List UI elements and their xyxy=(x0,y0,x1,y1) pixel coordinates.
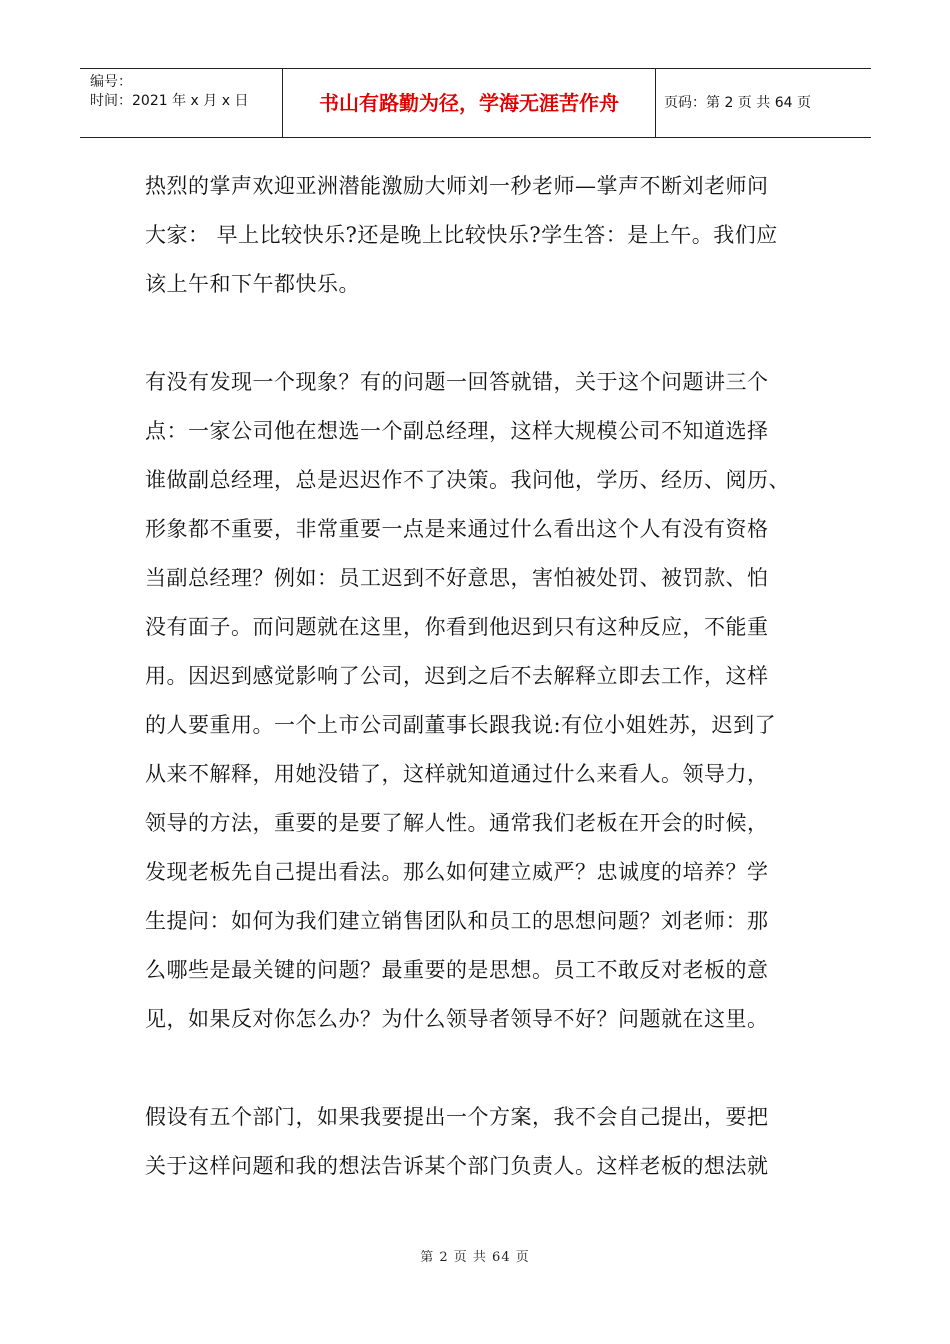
text-line: 么哪些是最关键的问题？最重要的是思想。员工不敢反对老板的意 xyxy=(145,958,769,982)
date-label: 时间：2021 年 x 月 x 日 xyxy=(90,93,249,109)
header-motto: 书山有路勤为径，学海无涯苦作舟 xyxy=(283,69,656,137)
text-line: 形象都不重要，非常重要一点是来通过什么看出这个人有没有资格 xyxy=(145,517,769,541)
paragraph xyxy=(145,162,810,309)
text-line: 没有面子。而问题就在这里，你看到他迟到只有这种反应，不能重 xyxy=(145,615,769,639)
text-line: 发现老板先自己提出看法。那么如何建立威严？忠诚度的培养？学 xyxy=(145,860,769,884)
number-label: 编号： xyxy=(90,74,132,90)
text-line: 用。因迟到感觉影响了公司，迟到之后不去解释立即去工作，这样 xyxy=(145,664,769,688)
page-footer: 第 2 页 共 64 页 xyxy=(420,1250,530,1265)
text-line: 点：一家公司他在想选一个副总经理，这样大规模公司不知道选择 xyxy=(145,419,769,443)
document-body xyxy=(145,162,810,1191)
text-line: 生提问：如何为我们建立销售团队和员工的思想问题？刘老师：那 xyxy=(145,909,769,933)
text-line: 领导的方法，重要的是要了解人性。通常我们老板在开会的时候， xyxy=(145,811,769,835)
text-line: 见，如果反对你怎么办？为什么领导者领导不好？问题就在这里。 xyxy=(145,1007,769,1031)
text-line: 假设有五个部门，如果我要提出一个方案，我不会自己提出，要把 xyxy=(145,1105,769,1129)
text-line: 热烈的掌声欢迎亚洲潜能激励大师刘一秒老师—掌声不断刘老师问 xyxy=(145,174,769,198)
text-line: 关于这样问题和我的想法告诉某个部门负责人。这样老板的想法就 xyxy=(145,1154,769,1178)
header-meta-cell xyxy=(80,69,283,137)
text-line: 该上午和下午都快乐。 xyxy=(145,272,360,296)
text-line: 的人要重用。一个上市公司副董事长跟我说:有位小姐姓苏，迟到了 xyxy=(145,713,777,737)
text-line: 有没有发现一个现象？有的问题一回答就错，关于这个问题讲三个 xyxy=(145,370,769,394)
text-line: 从来不解释，用她没错了，这样就知道通过什么来看人。领导力， xyxy=(145,762,769,786)
paragraph xyxy=(145,1093,810,1191)
header-page-info: 页码：第 2 页 共 64 页 xyxy=(664,95,811,111)
page-header xyxy=(80,68,871,138)
text-line: 当副总经理？例如：员工迟到不好意思，害怕被处罚、被罚款、怕 xyxy=(145,566,769,590)
text-line: 大家： 早上比较快乐?还是晚上比较快乐?学生答：是上午。我们应 xyxy=(145,223,778,247)
paragraph xyxy=(145,358,810,1044)
text-line: 谁做副总经理，总是迟迟作不了决策。我问他，学历、经历、阅历、 xyxy=(145,468,790,492)
